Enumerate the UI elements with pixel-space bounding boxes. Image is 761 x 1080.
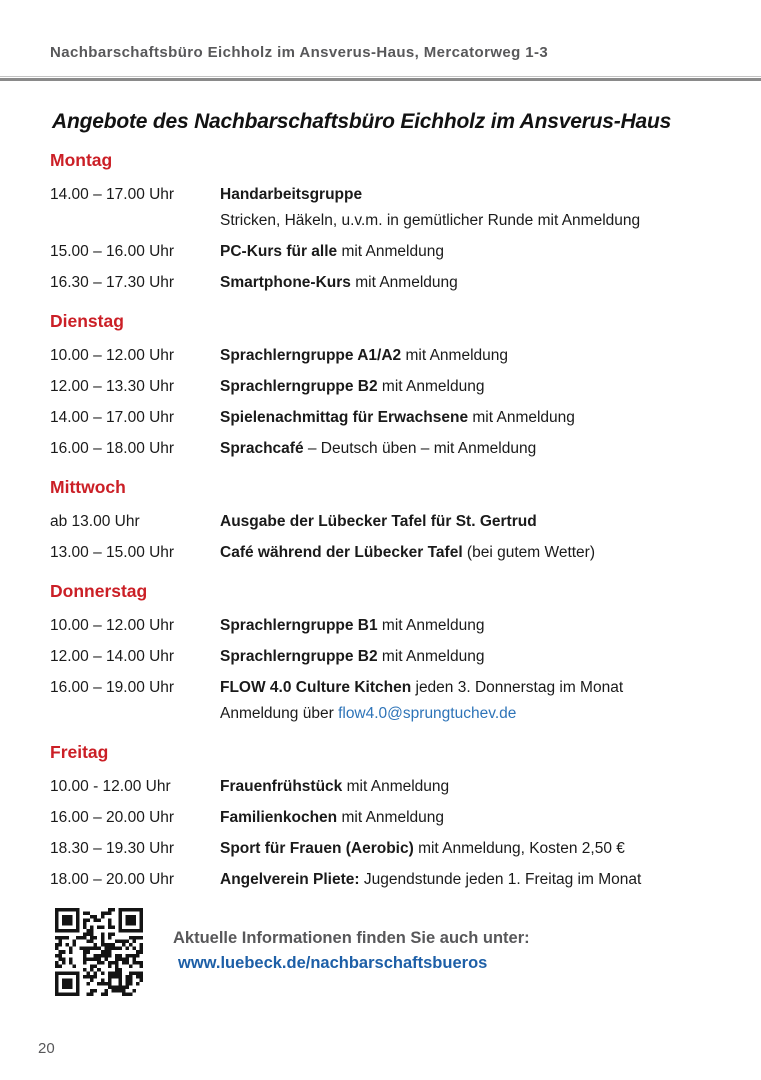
event-time: 12.00 – 14.00 Uhr bbox=[50, 648, 175, 665]
event-description bbox=[220, 836, 721, 862]
event-description bbox=[220, 239, 721, 265]
event-description bbox=[220, 182, 721, 234]
event-detail: – Deutsch üben – mit Anmeldung bbox=[303, 440, 537, 457]
event-title: Ausgabe der Lübecker Tafel für St. Gertrud bbox=[220, 513, 537, 530]
event-title: Café während der Lübecker Tafel bbox=[220, 544, 463, 561]
event-detail: mit Anmeldung bbox=[337, 809, 444, 826]
event-title: Sport für Frauen (Aerobic) bbox=[220, 840, 414, 857]
event-title: Handarbeitsgruppe bbox=[220, 186, 363, 203]
day-heading: Dienstag bbox=[50, 311, 124, 331]
event-time: 16.00 – 18.00 Uhr bbox=[50, 440, 175, 457]
event-detail: mit Anmeldung bbox=[337, 243, 444, 260]
event-time: 10.00 - 12.00 Uhr bbox=[50, 778, 171, 795]
event-title: Sprachlerngruppe A1/A2 bbox=[220, 347, 402, 364]
event-time: 12.00 – 13.30 Uhr bbox=[50, 378, 175, 395]
day-heading: Mittwoch bbox=[50, 477, 126, 497]
event-detail: Stricken, Häkeln, u.v.m. in gemütlicher Runde mit Anmeldung bbox=[220, 212, 641, 229]
event-time: ab 13.00 Uhr bbox=[50, 513, 140, 530]
event-time: 16.30 – 17.30 Uhr bbox=[50, 274, 175, 291]
schedule-row bbox=[50, 805, 721, 831]
event-time: 16.00 – 20.00 Uhr bbox=[50, 809, 175, 826]
event-second-line bbox=[220, 701, 721, 727]
event-time: 13.00 – 15.00 Uhr bbox=[50, 544, 175, 561]
event-time: 16.00 – 19.00 Uhr bbox=[50, 679, 175, 696]
event-title: Familienkochen bbox=[220, 809, 338, 826]
event-detail: mit Anmeldung bbox=[468, 409, 575, 426]
event-title: Sprachlerngruppe B2 bbox=[220, 648, 378, 665]
day-heading: Freitag bbox=[50, 742, 109, 762]
schedule-row bbox=[50, 405, 721, 431]
event-detail: jeden 3. Donnerstag im Monat bbox=[411, 679, 624, 696]
weekly-schedule bbox=[0, 150, 761, 893]
schedule-row bbox=[50, 239, 721, 265]
event-detail: mit Anmeldung bbox=[377, 648, 485, 665]
event-detail: mit Anmeldung bbox=[401, 347, 509, 364]
day-section-montag bbox=[50, 150, 721, 296]
page-number: 20 bbox=[38, 1040, 55, 1057]
page-title: Angebote des Nachbarschaftsbüro Eichholz im Ansverus-Haus bbox=[52, 110, 672, 133]
day-heading: Donnerstag bbox=[50, 581, 148, 601]
event-description bbox=[220, 374, 721, 400]
event-time: 10.00 – 12.00 Uhr bbox=[50, 347, 175, 364]
website-link[interactable]: www.luebeck.de/nachbarschaftsbueros bbox=[178, 954, 488, 972]
footer-info: Aktuelle Informationen finden Sie auch unter: bbox=[173, 929, 530, 947]
event-title: Frauenfrühstück bbox=[220, 778, 343, 795]
schedule-row bbox=[50, 644, 721, 670]
schedule-row bbox=[50, 836, 721, 862]
event-description bbox=[220, 540, 721, 566]
event-title: Sprachlerngruppe B2 bbox=[220, 378, 378, 395]
event-description bbox=[220, 867, 721, 893]
schedule-row bbox=[50, 867, 721, 893]
schedule-row bbox=[50, 675, 721, 727]
footer bbox=[55, 907, 761, 997]
event-detail: mit Anmeldung bbox=[342, 778, 450, 795]
day-section-donnerstag bbox=[50, 581, 721, 727]
event-detail: mit Anmeldung bbox=[377, 378, 485, 395]
event-title: Angelverein Pliete: bbox=[220, 871, 360, 888]
event-detail: mit Anmeldung bbox=[377, 617, 485, 634]
schedule-row bbox=[50, 540, 721, 566]
footer-text bbox=[173, 929, 530, 973]
event-description bbox=[220, 509, 721, 535]
day-section-freitag bbox=[50, 742, 721, 893]
schedule-row bbox=[50, 436, 721, 462]
email-link[interactable]: flow4.0@sprungtuchev.de bbox=[338, 705, 517, 722]
event-title: FLOW 4.0 Culture Kitchen bbox=[220, 679, 412, 696]
event-description bbox=[220, 774, 721, 800]
event-time: 18.00 – 20.00 Uhr bbox=[50, 871, 175, 888]
event-detail: mit Anmeldung, Kosten 2,50 € bbox=[413, 840, 625, 857]
event-detail: (bei gutem Wetter) bbox=[462, 544, 595, 561]
event-time: 15.00 – 16.00 Uhr bbox=[50, 243, 175, 260]
schedule-row bbox=[50, 270, 721, 296]
event-description bbox=[220, 613, 721, 639]
event-title: Sprachlerngruppe B1 bbox=[220, 617, 378, 634]
event-detail: Anmeldung über bbox=[220, 705, 339, 722]
event-time: 14.00 – 17.00 Uhr bbox=[50, 186, 175, 203]
qr-code bbox=[55, 907, 143, 997]
event-description bbox=[220, 644, 721, 670]
event-time: 14.00 – 17.00 Uhr bbox=[50, 409, 175, 426]
event-title: PC-Kurs für alle bbox=[220, 243, 338, 260]
event-description bbox=[220, 675, 721, 727]
schedule-row bbox=[50, 774, 721, 800]
event-detail: Jugendstunde jeden 1. Freitag im Monat bbox=[359, 871, 642, 888]
day-section-dienstag bbox=[50, 311, 721, 462]
event-description bbox=[220, 805, 721, 831]
day-section-mittwoch bbox=[50, 477, 721, 566]
schedule-row bbox=[50, 374, 721, 400]
event-time: 10.00 – 12.00 Uhr bbox=[50, 617, 175, 634]
day-heading: Montag bbox=[50, 150, 113, 170]
event-description bbox=[220, 405, 721, 431]
event-second-line bbox=[220, 208, 721, 234]
schedule-row bbox=[50, 343, 721, 369]
header-rule bbox=[0, 76, 761, 81]
event-description bbox=[220, 436, 721, 462]
event-title: Sprachcafé bbox=[220, 440, 304, 457]
event-title: Spielenachmittag für Erwachsene bbox=[220, 409, 469, 426]
event-title: Smartphone-Kurs bbox=[220, 274, 351, 291]
event-description bbox=[220, 343, 721, 369]
schedule-row bbox=[50, 509, 721, 535]
event-time: 18.30 – 19.30 Uhr bbox=[50, 840, 175, 857]
running-header: Nachbarschaftsbüro Eichholz im Ansverus-Haus, Mercatorweg 1-3 bbox=[50, 44, 549, 61]
schedule-row bbox=[50, 182, 721, 234]
event-description bbox=[220, 270, 721, 296]
schedule-row bbox=[50, 613, 721, 639]
event-detail: mit Anmeldung bbox=[350, 274, 458, 291]
